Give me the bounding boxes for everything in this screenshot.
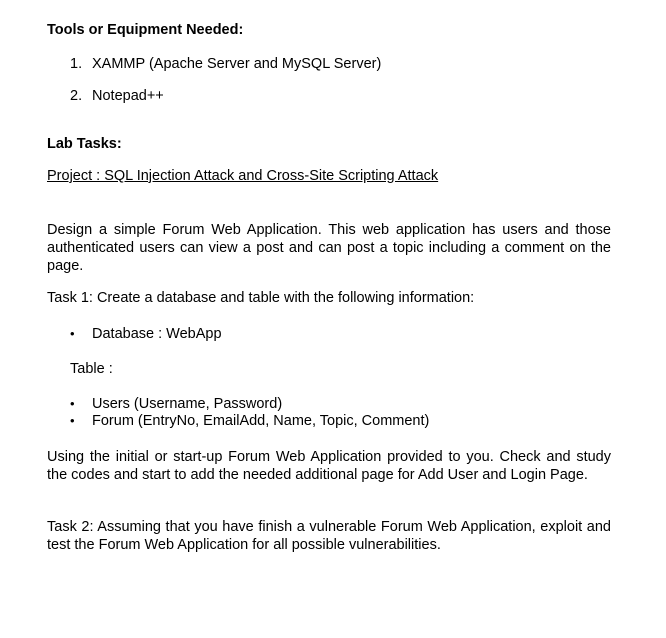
bullet-text: Database : WebApp [92, 326, 222, 342]
tools-heading: Tools or Equipment Needed: [47, 22, 244, 38]
lab-tasks-heading: Lab Tasks: [47, 136, 122, 152]
using-paragraph: Using the initial or start-up Forum Web Application provided to you. Check and study the codes and start to add the needed additional page for Add User and Login Page. [47, 449, 611, 483]
list-number: 2. [70, 88, 83, 104]
table-label: Table : [70, 361, 113, 377]
list-number: 1. [70, 56, 83, 72]
bullet-icon: • [70, 413, 75, 428]
bullet-icon: • [70, 396, 75, 411]
list-item-text: Notepad++ [92, 88, 164, 104]
task2-paragraph: Task 2: Assuming that you have finish a vulnerable Forum Web Application, exploit and test the Forum Web Application for all possible vulnerabilities. [47, 519, 611, 553]
tools-list-item [70, 56, 381, 72]
bullet-item-database [70, 326, 222, 342]
intro-paragraph: Design a simple Forum Web Application. This web application has users and those authenticated users can view a post and can post a topic including a comment on the page. [47, 222, 611, 274]
project-title: Project : SQL Injection Attack and Cross-Site Scripting Attack [47, 168, 439, 184]
list-item-text: XAMMP (Apache Server and MySQL Server) [92, 56, 382, 72]
bullet-text: Forum (EntryNo, EmailAdd, Name, Topic, Comment) [92, 413, 430, 429]
bullet-item-users [70, 396, 282, 412]
task1-text: Task 1: Create a database and table with the following information: [47, 290, 475, 306]
bullet-text: Users (Username, Password) [92, 396, 283, 412]
tools-list-item [70, 88, 164, 104]
bullet-icon: • [70, 326, 75, 341]
bullet-item-forum [70, 413, 429, 429]
